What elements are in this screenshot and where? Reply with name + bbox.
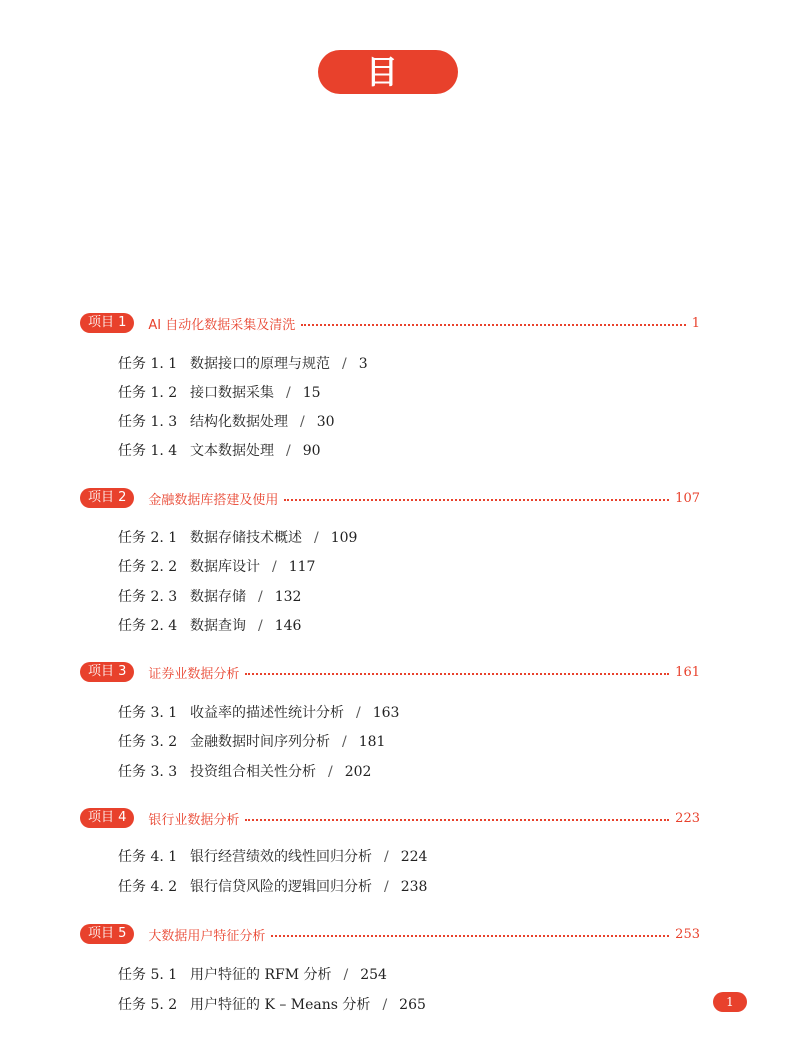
task-title: 数据存储技术概述 (190, 530, 302, 546)
task-page: 30 (316, 414, 335, 430)
project-page: 1 (691, 315, 700, 331)
task-page: 15 (302, 385, 321, 401)
task-number: 任务 2. 3 (118, 589, 178, 605)
task-title: 投资组合相关性分析 (190, 764, 316, 780)
toc-title: 目 录 (318, 50, 458, 94)
task-entry[interactable] (118, 441, 321, 461)
project-title: 银行业数据分析 (148, 812, 240, 828)
task-page: 224 (400, 849, 428, 865)
task-entry[interactable] (118, 965, 387, 985)
task-entry[interactable] (118, 732, 385, 752)
dot-leader (245, 673, 669, 675)
task-entry[interactable] (118, 877, 427, 897)
task-page: 163 (372, 705, 400, 721)
task-title: 接口数据采集 (190, 385, 274, 401)
project-entry[interactable] (80, 923, 700, 945)
dot-leader (301, 324, 685, 326)
project-entry[interactable] (80, 312, 700, 334)
task-title: 银行信贷风险的逻辑回归分析 (190, 879, 372, 895)
task-title: 数据库设计 (190, 559, 260, 575)
task-title: 银行经营绩效的线性回归分析 (190, 849, 372, 865)
task-page: 181 (358, 734, 386, 750)
task-entry[interactable] (118, 587, 301, 607)
task-number: 任务 5. 1 (118, 967, 178, 983)
task-page: 132 (274, 589, 302, 605)
task-number: 任务 3. 3 (118, 764, 178, 780)
task-separator: / (382, 997, 388, 1013)
task-title: 收益率的描述性统计分析 (190, 705, 344, 721)
task-title: 数据查询 (190, 618, 246, 634)
project-page: 223 (675, 810, 700, 826)
task-separator: / (384, 879, 389, 895)
project-badge: 项目 2 (80, 488, 134, 508)
task-page: 3 (358, 356, 368, 372)
task-title: 数据接口的原理与规范 (190, 356, 330, 372)
task-separator: / (258, 618, 263, 634)
task-number: 任务 1. 2 (118, 385, 178, 401)
task-number: 任务 1. 4 (118, 443, 178, 459)
task-separator: / (272, 559, 277, 575)
project-page: 161 (675, 664, 700, 680)
project-entry[interactable] (80, 661, 700, 683)
task-separator: / (343, 967, 349, 983)
task-number: 任务 4. 2 (118, 879, 178, 895)
task-entry[interactable] (118, 703, 399, 723)
dot-leader (245, 819, 669, 821)
task-page: 265 (399, 997, 426, 1013)
task-entry[interactable] (118, 995, 426, 1015)
task-separator: / (286, 443, 291, 459)
project-title: 大数据用户特征分析 (148, 928, 266, 944)
project-badge: 项目 4 (80, 808, 134, 828)
task-page: 202 (344, 764, 372, 780)
project-badge: 项目 5 (80, 924, 134, 944)
task-entry[interactable] (118, 847, 427, 867)
task-number: 任务 2. 2 (118, 559, 178, 575)
task-entry[interactable] (118, 528, 357, 548)
task-title: 结构化数据处理 (190, 414, 288, 430)
task-number: 任务 1. 1 (118, 356, 178, 372)
task-separator: / (300, 414, 305, 430)
task-number: 任务 2. 4 (118, 618, 178, 634)
project-entry[interactable] (80, 487, 700, 509)
task-number: 任务 3. 2 (118, 734, 178, 750)
project-title: 金融数据库搭建及使用 (148, 492, 279, 508)
task-entry[interactable] (118, 557, 315, 577)
page-number-badge: 1 (713, 992, 747, 1012)
project-badge: 项目 3 (80, 662, 134, 682)
task-separator: / (356, 705, 361, 721)
project-page: 107 (675, 490, 700, 506)
task-separator: / (328, 764, 333, 780)
task-separator: / (286, 385, 291, 401)
task-page: 117 (288, 559, 316, 575)
task-separator: / (384, 849, 389, 865)
project-page: 253 (675, 926, 700, 942)
task-separator: / (314, 530, 319, 546)
task-title: 文本数据处理 (190, 443, 274, 459)
project-title: 证券业数据分析 (148, 666, 240, 682)
project-entry[interactable] (80, 807, 700, 829)
task-title: 数据存储 (190, 589, 246, 605)
task-page: 109 (330, 530, 358, 546)
task-entry[interactable] (118, 354, 368, 374)
task-entry[interactable] (118, 383, 321, 403)
task-number: 任务 2. 1 (118, 530, 178, 546)
task-separator: / (342, 356, 347, 372)
task-entry[interactable] (118, 412, 335, 432)
task-number: 任务 5. 2 (118, 997, 178, 1013)
project-badge: 项目 1 (80, 313, 134, 333)
task-page: 254 (360, 967, 387, 983)
task-separator: / (258, 589, 263, 605)
task-title: 金融数据时间序列分析 (190, 734, 330, 750)
task-number: 任务 4. 1 (118, 849, 178, 865)
task-title: 用户特征的 K – Means 分析 (190, 997, 371, 1013)
task-separator: / (342, 734, 347, 750)
project-title: AI 自动化数据采集及清洗 (148, 317, 296, 333)
task-page: 90 (302, 443, 321, 459)
task-entry[interactable] (118, 762, 371, 782)
dot-leader (271, 935, 669, 937)
task-number: 任务 3. 1 (118, 705, 178, 721)
dot-leader (284, 499, 669, 501)
task-entry[interactable] (118, 616, 301, 636)
task-page: 146 (274, 618, 302, 634)
task-number: 任务 1. 3 (118, 414, 178, 430)
task-title: 用户特征的 RFM 分析 (190, 967, 332, 983)
task-page: 238 (400, 879, 428, 895)
